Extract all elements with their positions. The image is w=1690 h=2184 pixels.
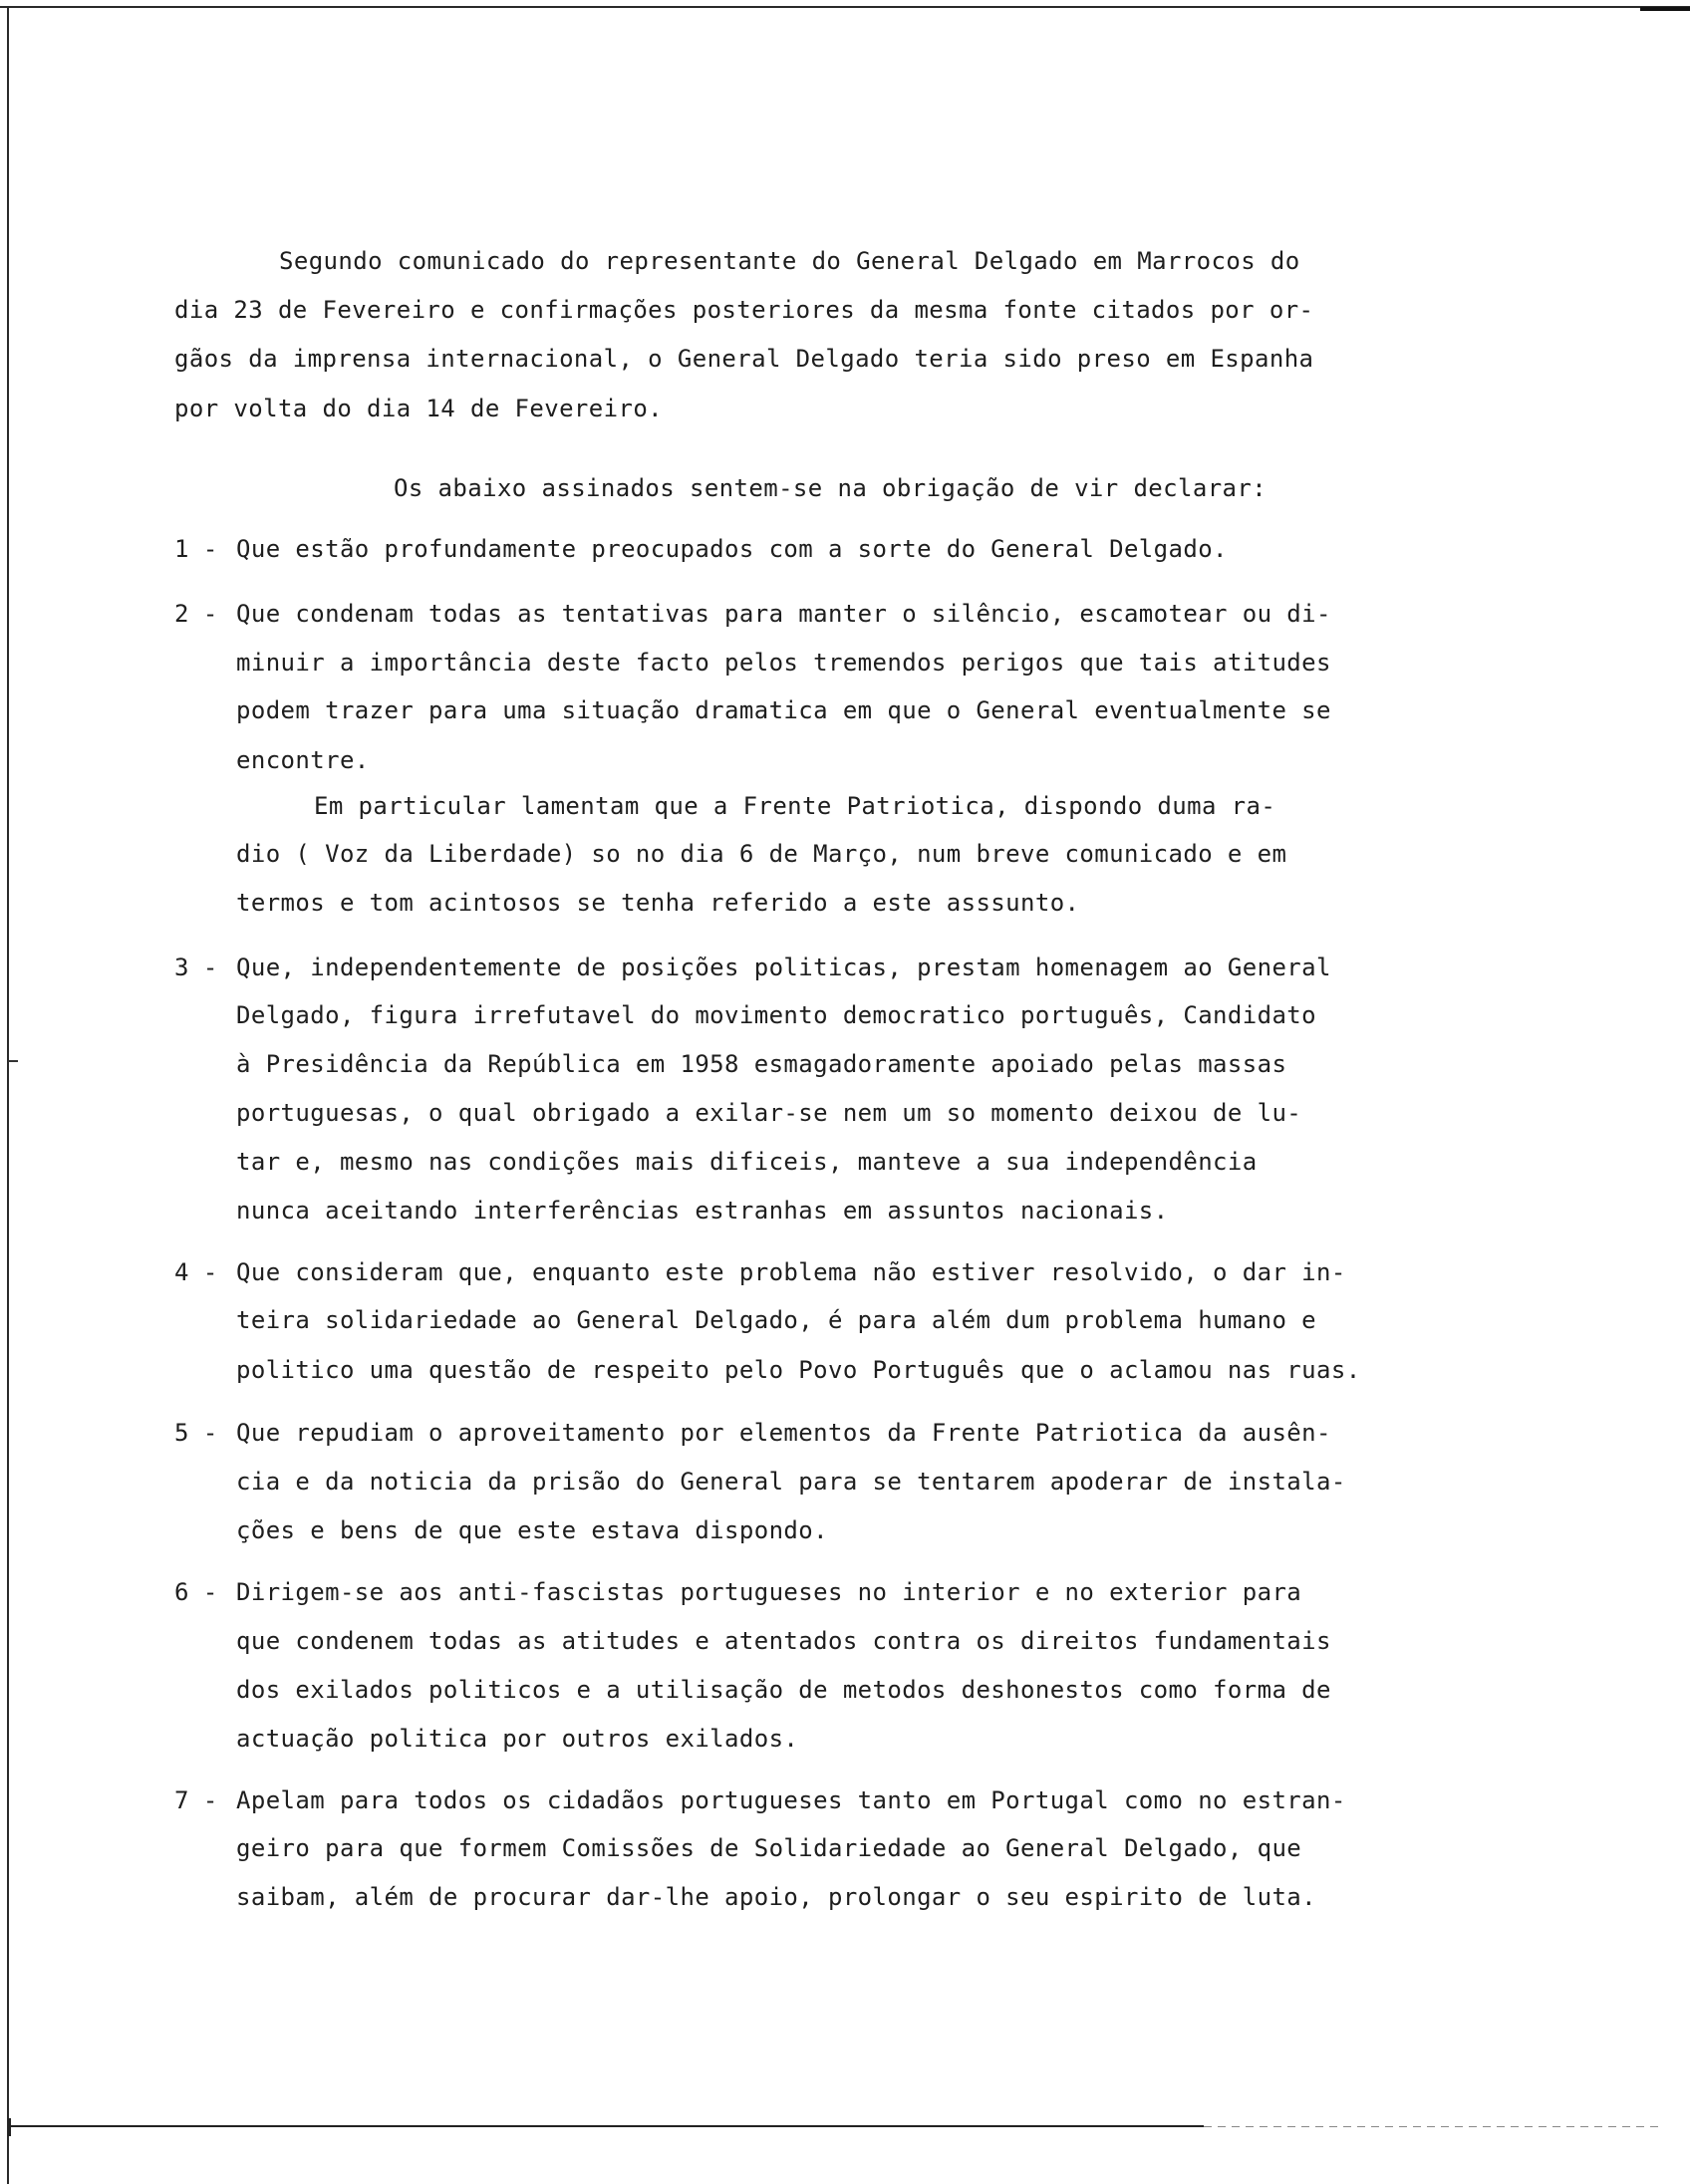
- item-number: 4 -: [174, 1258, 218, 1286]
- item-line: Que repudiam o aproveitamento por elementos da Frente Patriotica da ausên-: [236, 1419, 1331, 1447]
- item-number: 3 -: [174, 954, 218, 981]
- item-line: Que consideram que, enquanto este problema não estiver resolvido, o dar in-: [236, 1258, 1346, 1286]
- item-line: à Presidência da República em 1958 esmagadoramente apoiado pelas massas: [236, 1050, 1287, 1078]
- item-line: Delgado, figura irrefutavel do movimento democratico português, Candidato: [236, 1001, 1316, 1029]
- item-line: portuguesas, o qual obrigado a exilar-se nem um so momento deixou de lu-: [236, 1099, 1302, 1127]
- item-line: ções e bens de que este estava dispondo.: [236, 1516, 828, 1544]
- item-line: podem trazer para uma situação dramatica em que o General eventualmente se: [236, 696, 1331, 724]
- intro-line: Segundo comunicado do representante do General Delgado em Marrocos do: [279, 247, 1300, 275]
- item-line: tar e, mesmo nas condições mais dificeis, manteve a sua independência: [236, 1148, 1258, 1176]
- item-line: Que, independentemente de posições politicas, prestam homenagem ao General: [236, 954, 1331, 981]
- item-subline: termos e tom acintosos se tenha referido a este asssunto.: [236, 889, 1080, 917]
- item-line: teira solidariedade ao General Delgado, é para além dum problema humano e: [236, 1306, 1316, 1334]
- item-line: Apelam para todos os cidadãos portugueses tanto em Portugal como no estran-: [236, 1786, 1346, 1814]
- item-number: 5 -: [174, 1419, 218, 1447]
- declaration-line: Os abaixo assinados sentem-se na obrigação de vir declarar:: [394, 474, 1268, 502]
- item-line: minuir a importância deste facto pelos tremendos perigos que tais atitudes: [236, 649, 1331, 677]
- item-line: Que condenam todas as tentativas para manter o silêncio, escamotear ou di-: [236, 600, 1331, 628]
- item-line: Dirigem-se aos anti-fascistas portugueses no interior e no exterior para: [236, 1578, 1302, 1606]
- intro-line: gãos da imprensa internacional, o General Delgado teria sido preso em Espanha: [174, 345, 1314, 373]
- item-number: 2 -: [174, 600, 218, 628]
- intro-line: dia 23 de Fevereiro e confirmações posteriores da mesma fonte citados por or-: [174, 296, 1314, 324]
- item-line: que condenem todas as atitudes e atentados contra os direitos fundamentais: [236, 1627, 1331, 1655]
- item-line: saibam, além de procurar dar-lhe apoio, prolongar o seu espirito de luta.: [236, 1883, 1316, 1911]
- item-line: politico uma questão de respeito pelo Povo Português que o aclamou nas ruas.: [236, 1356, 1361, 1384]
- item-number: 7 -: [174, 1786, 218, 1814]
- item-number: 6 -: [174, 1578, 218, 1606]
- item-line: encontre.: [236, 746, 370, 774]
- item-number: 1 -: [174, 535, 218, 563]
- item-line: nunca aceitando interferências estranhas em assuntos nacionais.: [236, 1197, 1169, 1225]
- item-line: actuação politica por outros exilados.: [236, 1725, 799, 1753]
- item-subline: dio ( Voz da Liberdade) so no dia 6 de Março, num breve comunicado e em: [236, 840, 1287, 868]
- item-line: cia e da noticia da prisão do General para se tentarem apoderar de instala-: [236, 1468, 1346, 1496]
- intro-line: por volta do dia 14 de Fevereiro.: [174, 395, 664, 422]
- item-subline: Em particular lamentam que a Frente Patriotica, dispondo duma ra-: [314, 792, 1276, 820]
- item-line: dos exilados politicos e a utilisação de metodos deshonestos como forma de: [236, 1676, 1331, 1704]
- item-line: geiro para que formem Comissões de Solidariedade ao General Delgado, que: [236, 1834, 1302, 1862]
- item-line: Que estão profundamente preocupados com a sorte do General Delgado.: [236, 535, 1228, 563]
